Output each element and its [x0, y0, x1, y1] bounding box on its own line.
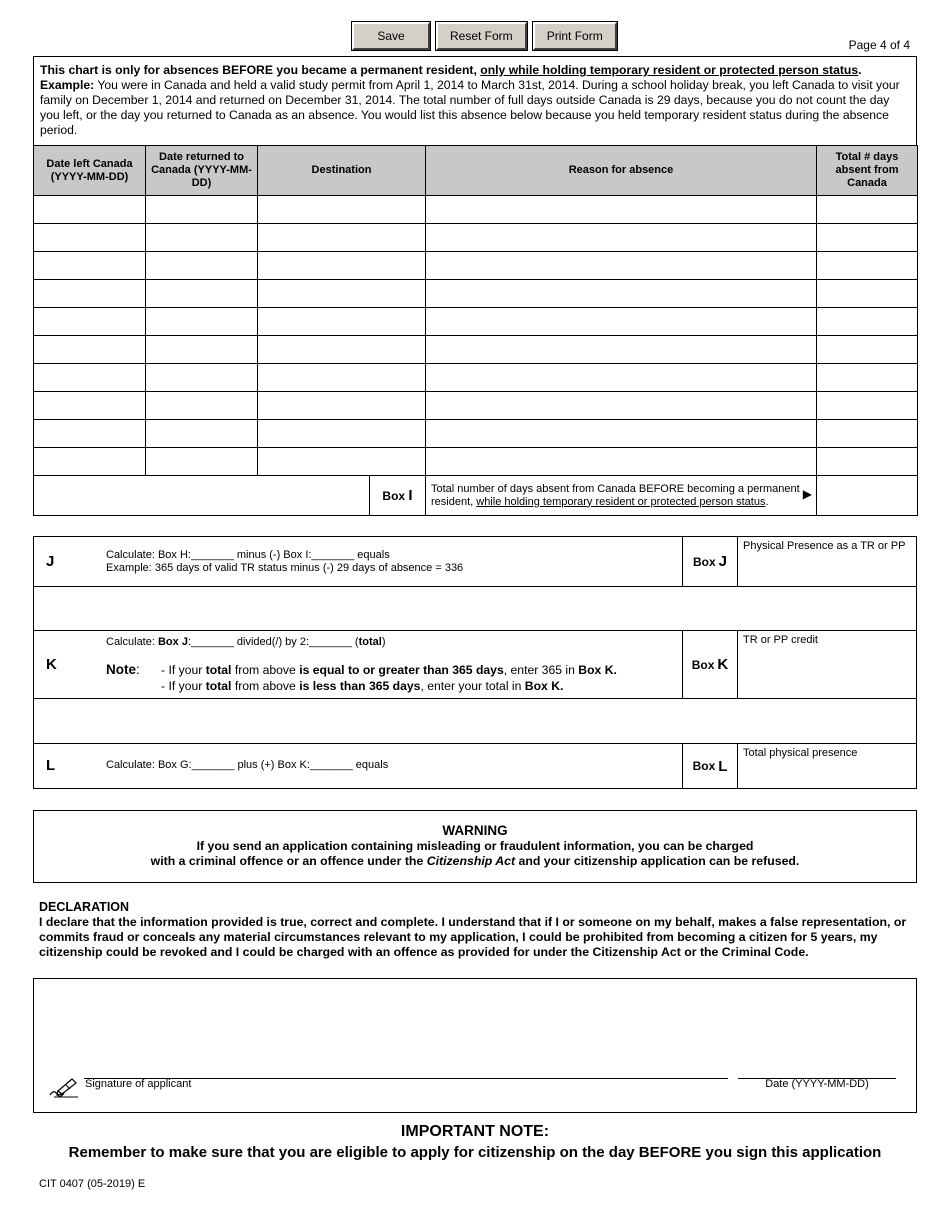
- date-returned-input[interactable]: [146, 420, 258, 448]
- reason-input[interactable]: [426, 364, 817, 392]
- page-number: Page 4 of 4: [848, 38, 910, 52]
- n2-b: total: [205, 679, 232, 693]
- warning-line2-a: with a criminal offence or an offence under the: [150, 854, 427, 868]
- reason-input[interactable]: [426, 392, 817, 420]
- box-l-input[interactable]: [739, 744, 916, 788]
- signature-box: [33, 978, 917, 1113]
- date-left-input[interactable]: [34, 196, 146, 224]
- date-field[interactable]: [738, 979, 896, 1077]
- destination-input[interactable]: [258, 336, 426, 364]
- n2-f: Box K.: [524, 679, 564, 693]
- total-days-input[interactable]: [817, 420, 918, 448]
- n1-c: from above: [231, 663, 300, 677]
- absence-row: [34, 336, 918, 364]
- warning-line1: If you send an application containing misleading or fraudulent information, you can be charged: [196, 839, 754, 853]
- box-i-text-1: Total number of days absent from Canada BEFORE becoming a permanent resident,: [431, 482, 800, 508]
- box-j-input[interactable]: [739, 537, 916, 586]
- box-k-calc-box: Box J: [157, 636, 188, 648]
- n1-a: - If your: [161, 663, 206, 677]
- date-returned-input[interactable]: [146, 196, 258, 224]
- date-returned-input[interactable]: [146, 364, 258, 392]
- box-k-section: [33, 630, 917, 699]
- date-returned-input[interactable]: [146, 336, 258, 364]
- table-header-row: [34, 146, 918, 196]
- intro-lead-underlined: only while holding temporary resident or protected person status: [480, 63, 859, 77]
- box-j-label-letter: J: [718, 553, 727, 570]
- box-k-calc-end: ): [381, 636, 386, 648]
- intro-lead: This chart is only for absences BEFORE you became a permanent resident,: [40, 63, 481, 77]
- total-days-input[interactable]: [817, 280, 918, 308]
- box-l-letter: L: [46, 757, 56, 774]
- reason-input[interactable]: [426, 336, 817, 364]
- reason-input[interactable]: [426, 196, 817, 224]
- date-left-input[interactable]: [34, 280, 146, 308]
- absence-row: [34, 392, 918, 420]
- form-toolbar: [352, 22, 617, 50]
- destination-input[interactable]: [258, 392, 426, 420]
- form-code: CIT 0407 (05-2019) E: [39, 1178, 146, 1190]
- n2-a: - If your: [161, 679, 206, 693]
- absence-instructions: [33, 56, 917, 145]
- box-j-letter: J: [46, 553, 55, 570]
- box-k-calc-line: [106, 636, 385, 649]
- date-returned-input[interactable]: [146, 308, 258, 336]
- n2-c: from above: [231, 679, 300, 693]
- print-form-button[interactable]: Print Form: [533, 22, 617, 50]
- warning-line2: [34, 854, 916, 869]
- declaration: [39, 900, 911, 960]
- box-k-letter: K: [46, 656, 57, 673]
- date-returned-input[interactable]: [146, 252, 258, 280]
- box-j-line2: Example: 365 days of valid TR status minus (-) 29 days of absence = 336: [106, 562, 464, 574]
- box-k-result-label: TR or PP credit: [743, 634, 818, 646]
- right-arrow-icon: ▶: [802, 487, 812, 501]
- n1-e: , enter 365 in: [503, 663, 579, 677]
- date-left-input[interactable]: [34, 448, 146, 476]
- box-i-label: [370, 476, 426, 516]
- box-k-calc-total: total: [358, 636, 382, 648]
- date-left-input[interactable]: [34, 308, 146, 336]
- box-k-calc-prefix: Calculate:: [106, 636, 158, 648]
- destination-input[interactable]: [258, 364, 426, 392]
- header-reason: Reason for absence: [426, 146, 817, 196]
- total-days-input[interactable]: [817, 252, 918, 280]
- absence-row: [34, 224, 918, 252]
- signature-pen-icon: [48, 1075, 80, 1099]
- important-title: IMPORTANT NOTE:: [400, 1123, 550, 1140]
- box-i-text-2: .: [765, 495, 769, 508]
- destination-input[interactable]: [258, 308, 426, 336]
- date-left-input[interactable]: [34, 336, 146, 364]
- box-k-input[interactable]: [739, 631, 916, 698]
- box-l-section: [33, 743, 917, 789]
- save-button[interactable]: Save: [352, 22, 430, 50]
- intro-lead-end: .: [858, 63, 862, 77]
- signature-label: Signature of applicant: [85, 1078, 192, 1090]
- important-body: Remember to make sure that you are eligible to apply for citizenship on the day BEFORE you sign this application: [68, 1144, 882, 1161]
- header-total-days: Total # days absent from Canada: [817, 146, 918, 196]
- total-days-input[interactable]: [817, 196, 918, 224]
- reset-form-button[interactable]: Reset Form: [436, 22, 527, 50]
- n2-d: is less than 365 days: [299, 679, 421, 693]
- date-label: Date (YYYY-MM-DD): [765, 1078, 869, 1090]
- header-date-returned: Date returned to Canada (YYYY-MM-DD): [146, 146, 258, 196]
- box-i-word: Box: [382, 489, 406, 503]
- n1-d: is equal to or greater than 365 days: [299, 663, 504, 677]
- date-returned-input[interactable]: [146, 448, 258, 476]
- box-j-result-label: Physical Presence as a TR or PP: [743, 540, 906, 552]
- box-l-result-label: Total physical presence: [743, 747, 858, 759]
- box-i-text-underlined: while holding temporary resident or protected person status: [476, 495, 766, 508]
- important-note: [0, 1123, 950, 1161]
- absence-row: [34, 308, 918, 336]
- destination-input[interactable]: [258, 280, 426, 308]
- box-l-calculation: Calculate: Box G:_______ plus (+) Box K:_______ equals: [106, 759, 389, 771]
- total-days-input[interactable]: [817, 308, 918, 336]
- total-days-input[interactable]: [817, 224, 918, 252]
- total-days-input[interactable]: [817, 392, 918, 420]
- destination-input[interactable]: [258, 196, 426, 224]
- total-days-input[interactable]: [817, 448, 918, 476]
- date-returned-input[interactable]: [146, 280, 258, 308]
- box-k-note-2: [161, 678, 617, 694]
- reason-input[interactable]: [426, 224, 817, 252]
- absence-row: [34, 280, 918, 308]
- box-k-label-letter: K: [717, 656, 729, 673]
- absence-row: [34, 448, 918, 476]
- box-i-letter: I: [408, 487, 413, 504]
- declaration-title: DECLARATION: [39, 900, 130, 914]
- box-k-calculation: [106, 636, 385, 649]
- date-left-input[interactable]: [34, 252, 146, 280]
- box-j-calculation: [106, 549, 463, 575]
- reason-input[interactable]: [426, 420, 817, 448]
- reason-input[interactable]: [426, 280, 817, 308]
- box-k-note-label: [106, 662, 140, 677]
- n1-f: Box K.: [578, 663, 617, 677]
- absence-row: [34, 420, 918, 448]
- warning-line2-italic: Citizenship Act: [426, 854, 516, 868]
- n2-e: , enter your total in: [420, 679, 525, 693]
- box-i-row: [34, 476, 918, 516]
- spacer-k-l: [33, 699, 917, 744]
- total-days-input[interactable]: [817, 364, 918, 392]
- signature-field[interactable]: [34, 979, 734, 1077]
- date-left-input[interactable]: [34, 420, 146, 448]
- destination-input[interactable]: [258, 420, 426, 448]
- box-i-description: [426, 476, 817, 516]
- reason-input[interactable]: [426, 308, 817, 336]
- box-l-word: Box: [692, 759, 716, 773]
- box-l-label-letter: L: [718, 757, 728, 775]
- example-label: Example:: [40, 78, 95, 92]
- absence-table: [33, 145, 918, 516]
- date-left-input[interactable]: [34, 224, 146, 252]
- destination-input[interactable]: [258, 252, 426, 280]
- absence-row: [34, 196, 918, 224]
- reason-input[interactable]: [426, 448, 817, 476]
- n1-b: total: [205, 663, 232, 677]
- absence-row: [34, 364, 918, 392]
- note-colon: :: [136, 662, 140, 677]
- spacer-j-k: [33, 587, 917, 631]
- box-j-label: [682, 537, 738, 586]
- date-returned-input[interactable]: [146, 224, 258, 252]
- reason-input[interactable]: [426, 252, 817, 280]
- date-returned-input[interactable]: [146, 392, 258, 420]
- note-word: Note: [106, 662, 136, 677]
- header-date-left: Date left Canada (YYYY-MM-DD): [34, 146, 146, 196]
- date-left-input[interactable]: [34, 364, 146, 392]
- destination-input[interactable]: [258, 224, 426, 252]
- box-k-note: [161, 662, 617, 694]
- box-i-input[interactable]: [817, 476, 918, 516]
- warning-title: WARNING: [442, 823, 508, 838]
- box-j-line1: Calculate: Box H:_______ minus (-) Box I:_______ equals: [106, 549, 390, 561]
- destination-input[interactable]: [258, 448, 426, 476]
- date-left-input[interactable]: [34, 392, 146, 420]
- box-k-note-1: [161, 662, 617, 678]
- warning-line2-b: and your citizenship application can be refused.: [515, 854, 800, 868]
- box-k-word: Box: [691, 657, 715, 672]
- box-i-blank: [34, 476, 370, 516]
- example-text: You were in Canada and held a valid study permit from April 1, 2014 to March 31st, 2014. During a school holiday break, you left Canada to visit your family on December 1, 2014 and returned on December 31, 2014. The total number of full days outside Canada is 29 days, because you do not count the day you left, or the day you returned to Canada as an absence. You would list this absence below because you held temporary resident status during the absence period.: [40, 78, 900, 137]
- box-l-label: [682, 744, 738, 788]
- warning-box: [33, 810, 917, 883]
- box-j-section: [33, 536, 917, 587]
- declaration-body: I declare that the information provided is true, correct and complete. I understand that if I or someone on my behalf, makes a false representation, or commits fraud or conceals any material circumstances relevant to my application, I could be prohibited from becoming a citizen for 5 years, my citizenship could be revoked and I could be charged with an offence as provided for under the Citizenship Act or the Criminal Code.: [39, 915, 907, 959]
- box-k-calc-mid: :_______ divided(/) by 2:_______ (: [187, 636, 359, 648]
- absence-row: [34, 252, 918, 280]
- box-k-label: [682, 631, 738, 698]
- warning-body: [34, 839, 916, 869]
- header-destination: Destination: [258, 146, 426, 196]
- total-days-input[interactable]: [817, 336, 918, 364]
- box-j-word: Box: [692, 554, 716, 569]
